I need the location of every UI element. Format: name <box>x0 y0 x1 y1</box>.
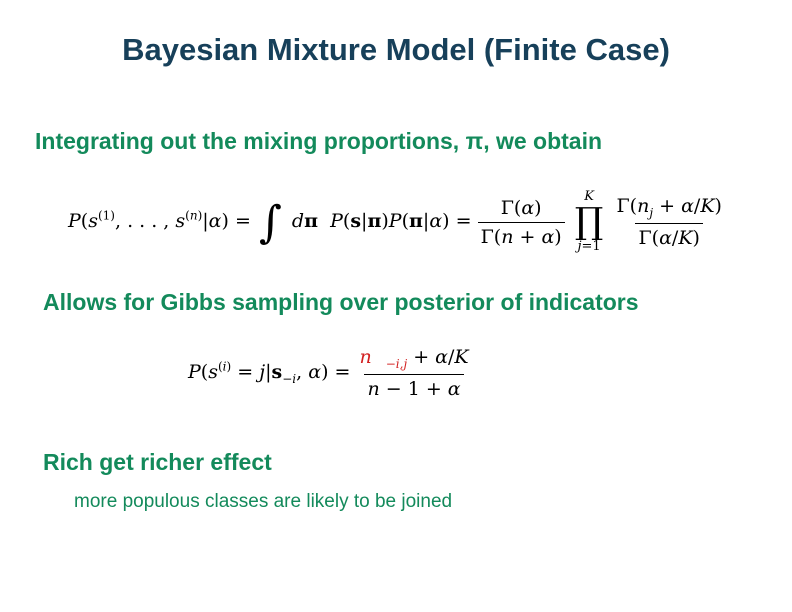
slide-title: Bayesian Mixture Model (Finite Case) <box>122 32 670 67</box>
rich-get-richer-detail: more populous classes are likely to be joined <box>74 491 453 512</box>
intro-text: Integrating out the mixing proportions, π, we obtain <box>35 128 603 154</box>
gibbs-text: Allows for Gibbs sampling over posterior of indicators <box>43 289 639 315</box>
marginal-likelihood-equation: $P(s^{(1)}$, . . . , $s^{(n)}|\alpha$) = ∫ dπ P(s|π)P(π|α) = $\frac{\Gamma(\alpha)}{\Gamma(n + \alpha)}$ K ∏ j=1 $\frac{\Gamma(n_j + \alpha/K)}{\Gamma(\alpha/K)}$ <box>68 189 722 254</box>
rich-get-richer-text: Rich get richer effect <box>43 449 272 475</box>
conditional-posterior-equation: $P(s^{(i)} = j|s_{-i}$, α) = $\frac{n _{-i,j} + \alpha/K}{n - 1 + \alpha}$ <box>188 346 469 400</box>
